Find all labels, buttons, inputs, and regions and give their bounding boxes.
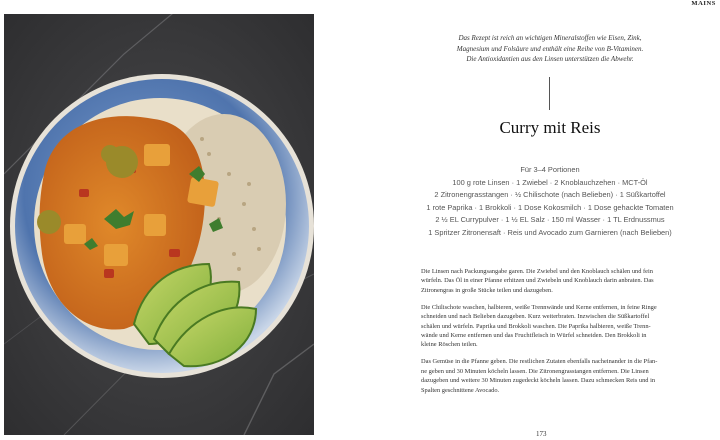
- vertical-divider: [549, 77, 550, 110]
- step-line: wände und Kerne entfernen und das Fruchtfleisch in Würfel schneiden. Den Brokkoli in: [421, 332, 647, 340]
- step-line: Das Gemüse in die Pfanne geben. Die restlichen Zutaten ebenfalls nacheinander in die Pfan-: [421, 358, 658, 366]
- step-paragraph: [421, 357, 679, 395]
- step-line: schneiden und nach Belieben dazugeben. Kurz weiterbraten. Inzwischen die Süßkartoffel: [421, 313, 650, 321]
- intro-line: Magnesium und Folsäure und enthält eine Reihe von B-Vitaminen.: [456, 44, 644, 53]
- intro-text: [430, 33, 670, 65]
- ingredient-line: 2 Zitronengrasstangen · ½ Chilischote (nach Belieben) · 1 Süßkartoffel: [434, 190, 666, 200]
- recipe-photo: [4, 14, 314, 435]
- step-line: würfeln. Das Öl in einer Pfanne erhitzen und Zwiebeln und Knoblauch darin anbraten. Das: [421, 277, 654, 285]
- step-line: Die Chilischote waschen, halbieren, weiße Trennwände und Kerne entfernen, in feine Ringe: [421, 303, 657, 311]
- step-line: Die Linsen nach Packungsangabe garen. Die Zwiebel und den Knoblauch schälen und fein: [421, 268, 653, 275]
- step-line: kleine Röschen teilen.: [421, 341, 478, 349]
- servings-line: Für 3–4 Portionen: [520, 165, 580, 174]
- step-paragraph: [421, 303, 679, 350]
- ingredient-line: 1 rote Paprika · 1 Brokkoli · 1 Dose Kokosmilch · 1 Dose gehackte Tomaten: [426, 202, 674, 212]
- recipe-title: Curry mit Reis: [499, 118, 601, 137]
- step-line: dazugeben und weitere 30 Minuten zugedeckt köcheln lassen. Dazu schmecken Reis und in: [421, 377, 656, 385]
- section-label: MAINS: [691, 0, 716, 7]
- ingredient-line: 100 g rote Linsen · 1 Zwiebel · 2 Knoblauchzehen · MCT-Öl: [452, 177, 648, 187]
- method-steps: [421, 267, 679, 403]
- step-line: schälen und würfeln. Paprika und Brokkoli waschen. Die Paprika halbieren, weiße Trenn-: [421, 322, 651, 330]
- ingredient-line: 2 ½ EL Currypulver · 1 ½ EL Salz · 150 ml Wasser · 1 TL Erdnussmus: [435, 215, 665, 225]
- step-line: Spalten geschnittene Avocado.: [421, 386, 500, 394]
- intro-line: Das Rezept ist reich an wichtigen Mineralstoffen wie Eisen, Zink,: [458, 34, 642, 42]
- intro-line: Die Antioxidantien aus den Linsen unterstützen die Abwehr.: [466, 55, 634, 63]
- step-line: Zitronengras in große Stücke teilen und dazugeben.: [421, 286, 553, 294]
- ingredient-line: 1 Spritzer Zitronensaft · Reis und Avocado zum Garnieren (nach Belieben): [428, 227, 672, 237]
- ingredients-list: [410, 164, 690, 240]
- page-number: 173: [536, 430, 547, 438]
- step-line: ne geben und 30 Minuten köcheln lassen. Die Zitronengrasstangen entfernen. Die Linsen: [421, 367, 649, 375]
- step-paragraph: [421, 267, 679, 295]
